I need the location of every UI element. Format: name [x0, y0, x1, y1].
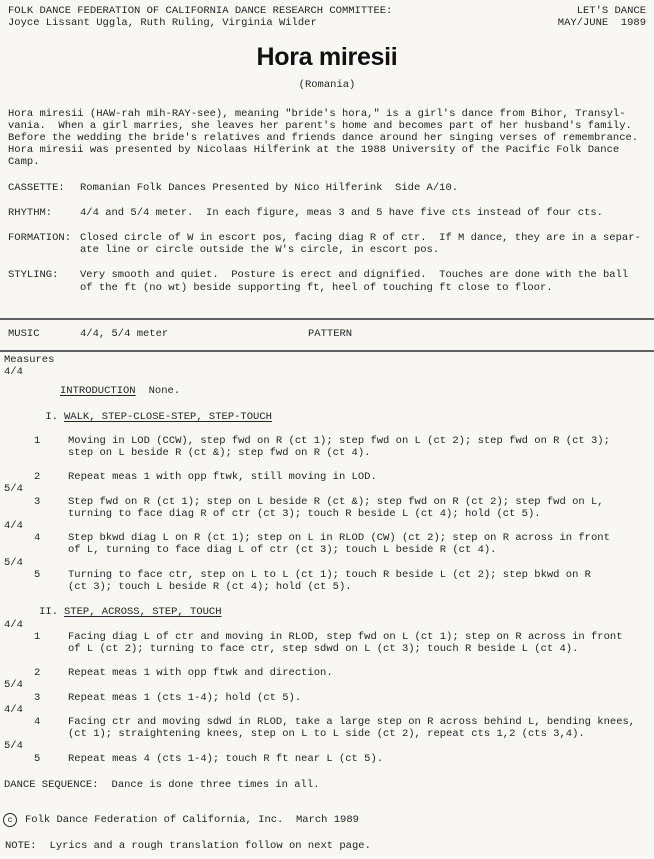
measure-number: 5 [34, 568, 41, 581]
measure-number: 1 [34, 630, 41, 643]
dance-sequence-label: DANCE SEQUENCE: [4, 778, 99, 791]
meter-label: 4/4 [4, 703, 23, 716]
measure-text: Moving in LOD (CCW), step fwd on R (ct 1); step fwd on L (ct 2); step fwd on R (ct 3); [68, 434, 610, 447]
info-label: RHYTHM: [8, 206, 53, 219]
committee-members: Joyce Lissant Uggla, Ruth Ruling, Virginia Wilder [8, 17, 317, 30]
music-label: MUSIC [8, 327, 40, 340]
meter-label: 4/4 [4, 618, 23, 631]
publication-name: LET'S DANCE [576, 5, 646, 17]
copyright-text: Folk Dance Federation of California, Inc. March 1989 [25, 813, 359, 826]
note-label: NOTE: [5, 839, 37, 852]
measure-number: 2 [34, 471, 41, 484]
measures-section [0, 354, 654, 765]
measure-row [4, 557, 648, 594]
meter-label: 5/4 [4, 556, 23, 569]
info-value: Romanian Folk Dances Presented by Nico Hilferink Side A/10. [80, 181, 459, 194]
horizontal-rule [0, 318, 654, 320]
figure-numeral: I. [45, 410, 58, 423]
measure-text: Repeat meas 1 (cts 1-4); hold (ct 5). [68, 691, 302, 704]
top-meter-label: 4/4 [4, 366, 23, 379]
measure-row [4, 704, 648, 741]
info-row-styling [0, 269, 654, 293]
meter-label: 5/4 [4, 679, 23, 692]
measure-text: Turning to face ctr, step on L to L (ct 1); touch R beside L (ct 2); step bkwd on R [68, 568, 591, 581]
pattern-label: PATTERN [308, 327, 353, 340]
dance-sequence-line [0, 779, 654, 791]
page-subtitle: (Romania) [298, 79, 356, 92]
masthead-committee [8, 5, 392, 29]
intro-line: Camp. [8, 156, 40, 169]
measure-text: (ct 3); touch L beside R (ct 4); hold (ct 5). [68, 581, 352, 594]
measure-text: Facing ctr and moving sdwd in RLOD, take a large step on R across behind L, bending knees, [68, 715, 636, 728]
meter-label: 5/4 [4, 740, 23, 753]
measure-text: turning to face diag R of ctr (ct 3); touch R beside L (ct 4); hold (ct 5). [68, 507, 541, 520]
music-pattern-bar [0, 328, 654, 340]
measure-number: 4 [34, 715, 41, 728]
measure-number: 3 [34, 495, 41, 508]
measure-number: 4 [34, 532, 41, 545]
introduction-label: INTRODUCTION [60, 385, 136, 398]
measure-number: 5 [34, 752, 41, 765]
introduction-value: None. [148, 385, 181, 398]
intro-line: Hora miresii was presented by Nicolaas Hilferink at the 1988 University of the Pacific Folk Dance [8, 144, 620, 157]
measure-text: of L (ct 2); turning to face ctr, step sdwd on L (ct 3); touch R beside L (ct 4). [68, 642, 579, 655]
note-line [0, 840, 654, 852]
measure-text: Repeat meas 4 (cts 1-4); touch R ft near L (ct 5). [68, 752, 384, 765]
measure-text: Facing diag L of ctr and moving in RLOD, step fwd on L (ct 1); step on R across in front [68, 630, 623, 643]
measure-number: 2 [34, 667, 41, 680]
measure-text: Repeat meas 1 with opp ftwk, still moving in LOD. [68, 471, 377, 484]
measures-column-label: Measures [4, 354, 55, 367]
note-text: Lyrics and a rough translation follow on next page. [49, 839, 371, 852]
copyright-line [0, 813, 654, 827]
figure-title: WALK, STEP-CLOSE-STEP, STEP-TOUCH [64, 410, 272, 423]
measure-row [4, 740, 648, 764]
info-value: 4/4 and 5/4 meter. In each figure, meas 3 and 5 have five cts instead of four cts. [80, 206, 603, 219]
measure-text: Step fwd on R (ct 1); step on L beside R (ct &); step fwd on R (ct 2); step fwd on L, [68, 495, 604, 508]
measure-text: step on L beside R (ct &); step fwd on R (ct 4). [68, 447, 371, 460]
committee-line: FOLK DANCE FEDERATION OF CALIFORNIA DANCE RESEARCH COMMITTEE: [8, 5, 393, 17]
figure-numeral: II. [39, 606, 58, 619]
introduction-line [4, 385, 648, 397]
measure-row [4, 667, 648, 679]
info-value: Closed circle of W in escort pos, facing diag R of ctr. If M dance, they are in a separ- ate line or circle outside the W's circle, in escort pos. [80, 232, 641, 257]
info-value: Very smooth and quiet. Posture is erect and dignified. Touches are done with the ball of the ft (no wt) beside supporting ft, heel of touching ft close to floor. [80, 269, 629, 294]
measure-row [4, 679, 648, 703]
info-label: CASSETTE: [8, 181, 65, 194]
music-meter: 4/4, 5/4 meter [80, 327, 169, 340]
measure-number: 1 [34, 434, 41, 447]
masthead [0, 0, 654, 29]
info-row-rhythm [0, 207, 654, 219]
measure-text: of L, turning to face diag L of ctr (ct 3); touch L beside R (ct 4). [68, 544, 497, 557]
info-label: FORMATION: [8, 232, 72, 245]
intro-line: Hora miresii (HAW-rah mih-RAY-see), meaning "bride's hora," is a girl's dance from Bihor, Transyl- [8, 107, 626, 120]
measure-row [4, 471, 648, 483]
intro-line: vania. When a girl marries, she leaves her parent's home and becomes part of her husband's family. [8, 119, 632, 132]
intro-line: Before the wedding the bride's relatives and friends dance around her singing verses of remembrance. [8, 132, 639, 145]
meter-label: 4/4 [4, 520, 23, 533]
measure-number: 3 [34, 691, 41, 704]
masthead-publication [558, 5, 646, 29]
dance-sequence-text: Dance is done three times in all. [111, 778, 320, 791]
info-row-formation [0, 232, 654, 256]
measure-row [4, 520, 648, 557]
figure-title: STEP, ACROSS, STEP, TOUCH [64, 606, 222, 619]
measure-row [4, 483, 648, 520]
measure-text: (ct 1); straightening knees, step on L to L side (ct 2), repeat cts 1,2 (cts 3,4). [68, 728, 585, 741]
publication-issue: MAY/JUNE 1989 [557, 17, 646, 30]
measure-text: Step bkwd diag L on R (ct 1); step on L in RLOD (CW) (ct 2); step on R across in front [68, 532, 610, 545]
measure-row [4, 619, 648, 656]
horizontal-rule [0, 350, 654, 352]
measure-row [4, 435, 648, 459]
measure-text: Repeat meas 1 with opp ftwk and direction. [68, 667, 333, 680]
info-label: STYLING: [8, 269, 59, 282]
meter-label: 5/4 [4, 483, 23, 496]
copyright-icon: c [3, 813, 17, 827]
figure-heading [4, 411, 648, 423]
page-title: Hora miresii [256, 43, 398, 72]
figure-heading [4, 606, 648, 618]
info-row-cassette [0, 182, 654, 194]
intro-paragraph [0, 108, 654, 169]
